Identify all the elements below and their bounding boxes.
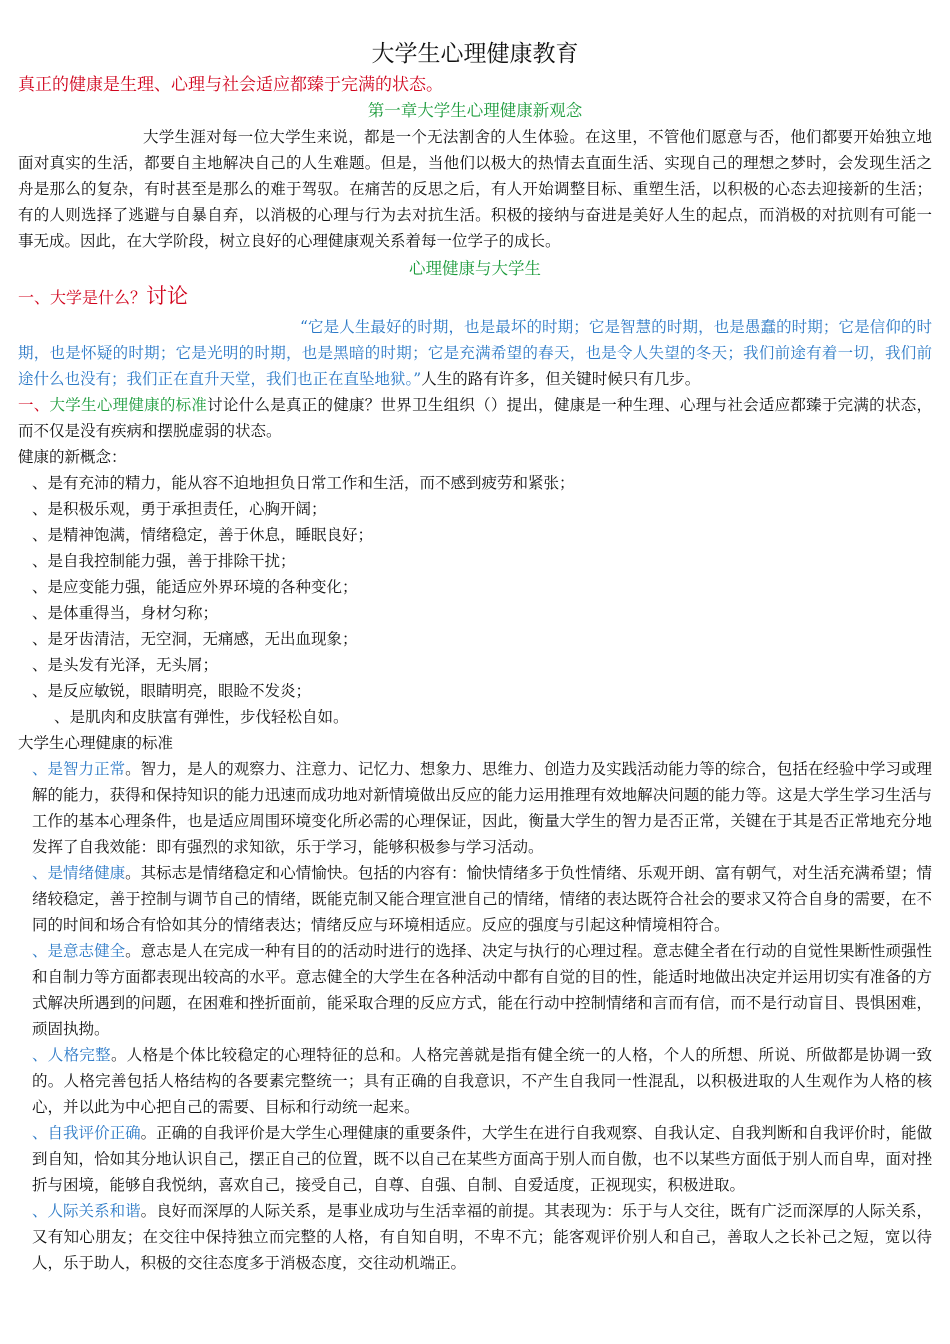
question-prefix: 一、大学是什么？	[18, 288, 147, 307]
list-item: 、是头发有光泽，无头屑；	[32, 656, 219, 674]
standard-body: 。智力，是人的观察力、注意力、记忆力、想象力、思维力、创造力及实践活动能力等的综合，包括在经验中学习或理解的能力，获得和保持知识的能力迅速而成功地对新情境做出反应的能力运用推理有效地解决问题的能力等。这是大学生学习生活与工作的基本心理条件，也是适应周围环境变化所必需的心理保证，因此，衡量大学生的智力是否正常，关键在于其是否正常地充分地发挥了自我效能：即有强烈的求知欲，乐于学习，能够积极参与学习活动。	[32, 760, 932, 856]
standard-lead: 、是智力正常	[32, 760, 126, 778]
standard-body: 。其标志是情绪稳定和心情愉快。包括的内容有：愉快情绪多于负性情绪、乐观开朗、富有朝气，对生活充满希望；情绪较稳定，善于控制与调节自己的情绪，既能克制又能合理宣泄自己的情绪，情绪的表达既符合社会的要求又符合自身的需要，在不同的时间和场合有恰如其分的情绪表达；情绪反应与环境相适应。反应的强度与引起这种情境相符合。	[32, 864, 932, 934]
quote-paragraph	[18, 314, 932, 392]
standard-lead: 、自我评价正确	[32, 1124, 141, 1142]
standard-item	[18, 1198, 932, 1276]
list-item: 、是体重得当，身材匀称；	[32, 604, 219, 622]
standard-item	[18, 860, 932, 938]
standards-list	[18, 756, 932, 1276]
chapter-heading: 第一章大学生心理健康新观念	[367, 101, 583, 120]
standard-lead: 、人格完整	[32, 1046, 111, 1064]
standard-text: 讨论什么是真正的健康？世界卫生组织（）提出，健康是一种生理、心理与社会适应都臻于完满的状态，而不仅是没有疾病和摆脱虚弱的状态。	[18, 396, 932, 440]
section-title: 心理健康与大学生	[409, 259, 541, 278]
standard-item	[18, 938, 932, 1042]
concept-list	[18, 470, 932, 730]
quote-tail: 人生的路有许多，但关键时候只有几步。	[421, 370, 701, 388]
list-item: 、是反应敏锐，眼睛明亮，眼睑不发炎；	[32, 682, 312, 700]
standard-item	[18, 756, 932, 860]
standard-lead: 、是意志健全	[32, 942, 126, 960]
standard-body: 。良好而深厚的人际关系，是事业成功与生活幸福的前提。其表现为：乐于与人交往，既有广泛而深厚的人际关系，又有知心朋友；在交往中保持独立而完整的人格，有自知自明，不卑不亢；能客观评价别人和自己，善取人之长补己之短，宽以待人，乐于助人，积极的交往态度多于消极态度，交往动机端正。	[32, 1202, 932, 1272]
list-item: 、是牙齿清洁，无空洞，无痛感，无出血现象；	[32, 630, 358, 648]
list-item: 、是肌肉和皮肤富有弹性，步伐轻松自如。	[54, 708, 349, 726]
standard-lead: 、是情绪健康	[32, 864, 126, 882]
new-concept-label: 健康的新概念：	[18, 448, 127, 466]
list-item: 、是应变能力强，能适应外界环境的各种变化；	[32, 578, 358, 596]
standard-body: 。正确的自我评价是大学生心理健康的重要条件，大学生在进行自我观察、自我认定、自我判断和自我评价时，能做到自知，恰如其分地认识自己，摆正自己的位置，既不以自己在某些方面高于别人而自傲，也不以某些方面低于别人而自卑，面对挫折与困境，能够自我悦纳，喜欢自己，接受自己，自尊、自强、自制、自爱适度，正视现实，积极进取。	[32, 1124, 932, 1194]
intro-paragraph: 大学生涯对每一位大学生来说，都是一个无法割舍的人生体验。在这里，不管他们愿意与否，他们都要开始独立地面对真实的生活，都要自主地解决自己的人生难题。但是，当他们以极大的热情去直面生活、实现自己的理想之梦时，会发现生活之舟是那么的复杂，有时甚至是那么的难于驾驭。在痛苦的反思之后，有人开始调整目标、重塑生活，以积极的心态去迎接新的生活；有的人则选择了逃避与自暴自弃，以消极的心理与行为去对抗生活。积极的接纳与奋进是美好人生的起点，而消极的对抗则有可能一事无成。因此，在大学阶段，树立良好的心理健康观关系着每一位学子的成长。	[18, 128, 932, 250]
standard-head-prefix: 一、	[18, 396, 50, 414]
list-item: 、是精神饱满，情绪稳定，善于休息，睡眠良好；	[32, 526, 374, 544]
document-title: 大学生心理健康教育	[371, 41, 579, 67]
list-item: 、是有充沛的精力，能从容不迫地担负日常工作和生活，而不感到疲劳和紧张；	[32, 474, 575, 492]
standards-heading: 大学生心理健康的标准	[18, 734, 174, 752]
tagline: 真正的健康是生理、心理与社会适应都臻于完满的状态。	[18, 75, 443, 95]
list-item: 、是积极乐观，勇于承担责任，心胸开阔；	[32, 500, 327, 518]
standard-definition	[18, 392, 932, 444]
standard-body: 。意志是人在完成一种有目的的活动时进行的选择、决定与执行的心理过程。意志健全者在行动的自觉性果断性顽强性和自制力等方面都表现出较高的水平。意志健全的大学生在各种活动中都有自觉的目的性，能适时地做出决定并运用切实有准备的方式解决所遇到的问题，在困难和挫折面前，能采取合理的反应方式，能在行动中控制情绪和言而有信，而不是行动盲目、畏惧困难，顽固执拗。	[32, 942, 932, 1038]
standard-item	[18, 1120, 932, 1198]
standard-body: 。人格是个体比较稳定的心理特征的总和。人格完善就是指有健全统一的人格，个人的所想、所说、所做都是协调一致的。人格完善包括人格结构的各要素完整统一；具有正确的自我意识，不产生自我同一性混乱，以积极进取的人生观作为人格的核心，并以此为中心把自己的需要、目标和行动统一起来。	[32, 1046, 932, 1116]
standard-head: 大学生心理健康的标准	[49, 396, 208, 414]
quote-text: “它是人生最好的时期，也是最坏的时期；它是智慧的时期，也是愚蠢的时期；它是信仰的时期，也是怀疑的时期；它是光明的时期，也是黑暗的时期；它是充满希望的春天，也是令人失望的冬天；我们前途有着一切，我们前途什么也没有；我们正在直升天堂，我们也正在直坠地狱。”	[18, 318, 932, 388]
question-heading	[18, 282, 932, 312]
standard-lead: 、人际关系和谐	[32, 1202, 141, 1220]
list-item: 、是自我控制能力强，善于排除干扰；	[32, 552, 296, 570]
standard-item	[18, 1042, 932, 1120]
discuss-label: 讨论	[146, 284, 189, 308]
